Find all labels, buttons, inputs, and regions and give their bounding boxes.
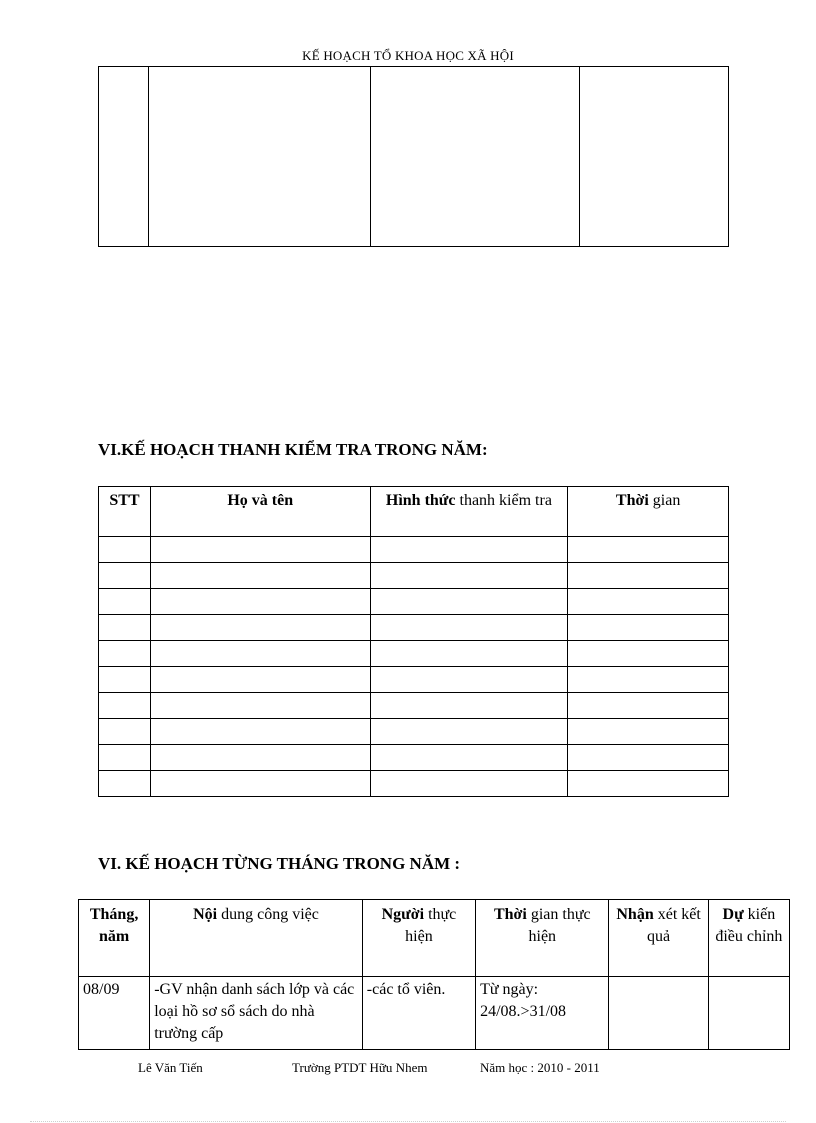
col-header-content [150,900,363,977]
col-header-review-bold: Nhận [616,906,654,923]
cell-month: 08/09 [79,977,150,1050]
table-row [99,719,729,745]
col-header-time-bold: Thời [615,492,649,509]
col-header-stt: STT [99,487,151,537]
page-header-title: KẾ HOẠCH TỔ KHOA HỌC XÃ HỘI [302,48,514,63]
inspection-plan-table [98,486,729,797]
table-row [99,589,729,615]
table-row [99,537,729,563]
col-header-adjust-rest: kiến điều chỉnh [715,906,783,945]
col-header-name-text: Họ và tên [227,492,294,509]
col-header-form-rest: thanh kiểm tra [459,492,552,509]
table-header-row [79,900,790,977]
col-header-time [568,487,729,537]
monthly-plan-table [78,899,790,1050]
inspection-plan-title: VI.KẾ HOẠCH THANH KIỂM TRA TRONG NĂM: [98,440,488,459]
table-cell [580,67,729,247]
table-row [99,563,729,589]
table-row [99,641,729,667]
col-header-month-bold: Tháng [89,906,135,923]
table-row [99,667,729,693]
col-header-time-bold: Thời [493,906,527,923]
col-header-adjust-bold: Dự [722,906,744,923]
table-row [99,771,729,797]
table-cell [370,67,580,247]
cell-adjust [708,977,789,1050]
table-cell [148,67,370,247]
table-row [99,693,729,719]
col-header-month-rest: , năm [98,906,139,945]
col-header-time-rest: gian thực hiện [526,906,591,945]
col-header-content-rest: dung công việc [217,906,319,923]
col-header-review [609,900,708,977]
col-header-month [79,900,150,977]
page-bottom-divider [30,1121,786,1122]
col-header-time-rest: gian [652,492,681,509]
footer-author: Lê Văn Tiến [138,1060,203,1075]
table-header-row [99,487,729,537]
col-header-person-bold: Người [381,906,425,923]
monthly-plan-title: VI. KẾ HOẠCH TỪNG THÁNG TRONG NĂM : [98,854,461,873]
table-row [79,977,790,1050]
col-header-person-rest: thực hiện [405,906,457,945]
table-cell [99,67,149,247]
col-header-form-bold: Hình thức [385,492,456,509]
col-header-form [370,487,568,537]
cell-time: Từ ngày: 24/08.>31/08 [476,977,609,1050]
table-row [99,745,729,771]
cell-review [609,977,708,1050]
col-header-time [476,900,609,977]
footer-school-year: Năm học : 2010 - 2011 [480,1060,600,1075]
col-header-adjust [708,900,789,977]
col-header-content-bold: Nội [193,906,218,923]
col-header-review-rest: xét kết quả [647,906,701,945]
cell-content: -GV nhận danh sách lớp và các loại hồ sơ sổ sách do nhà trường cấp [150,977,363,1050]
continued-table [98,66,729,247]
footer-school: Trường PTDT Hữu Nhem [292,1060,428,1075]
col-header-name [150,487,370,537]
table-row [99,615,729,641]
cell-person: -các tổ viên. [362,977,475,1050]
col-header-person [362,900,475,977]
